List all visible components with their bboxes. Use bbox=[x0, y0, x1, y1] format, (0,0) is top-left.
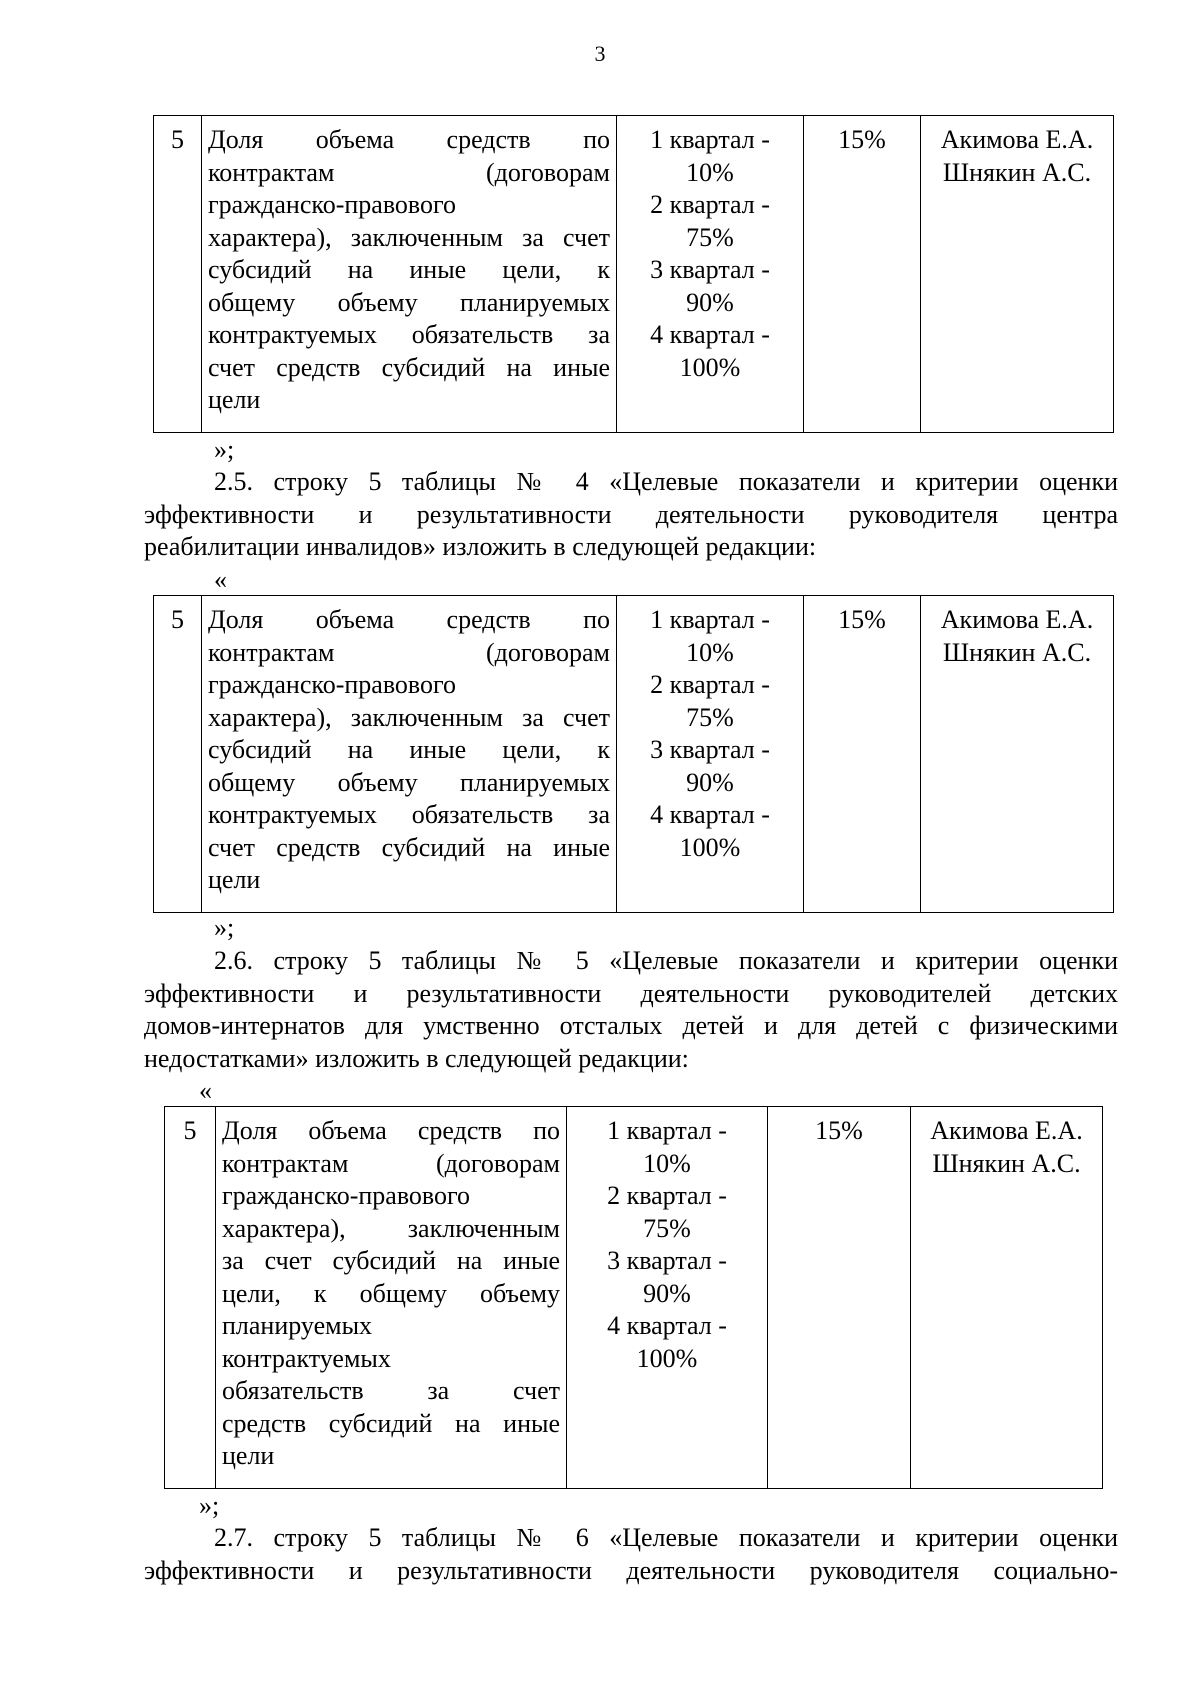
indicator-description: Доля объема средств по контрактам (договорам гражданско-правового характера), заключенным за счет субсидий на иные цели, к общему объему планируемых контрактуемых обязательств за счет средств субсидий на иные цели bbox=[216, 1107, 567, 1489]
open-quote: « bbox=[214, 565, 227, 594]
responsible-persons: Акимова Е.А. Шнякин А.С. bbox=[911, 1107, 1103, 1489]
table-row bbox=[165, 1107, 1103, 1489]
table-row bbox=[154, 596, 1114, 913]
quarter-targets: 1 квартал - 10% 2 квартал - 75% 3 квартал - 90% 4 квартал - 100% bbox=[617, 596, 804, 913]
responsible-persons: Акимова Е.А. Шнякин А.С. bbox=[921, 596, 1114, 913]
paragraph-2-5: 2.5. строку 5 таблицы № 4 «Целевые показатели и критерии оценки эффективности и результативности деятельности руководителя центра реабилитации инвалидов» изложить в следующей редакции: bbox=[144, 467, 1118, 561]
paragraph-2-7: 2.7. строку 5 таблицы № 6 «Целевые показатели и критерии оценки эффективности и результативности деятельности руководителя социально- bbox=[144, 1523, 1118, 1585]
paragraph-2-6: 2.6. строку 5 таблицы № 5 «Целевые показатели и критерии оценки эффективности и результативности деятельности руководителей детских домов-интернатов для умственно отсталых детей и для детей с физическими недостатками» изложить в следующей редакции: bbox=[144, 946, 1118, 1073]
indicator-table-1 bbox=[153, 115, 1114, 433]
page-number: 3 bbox=[594, 41, 606, 66]
close-quote: »; bbox=[199, 1491, 220, 1520]
responsible-persons: Акимова Е.А. Шнякин А.С. bbox=[921, 116, 1114, 433]
weight-value: 15% bbox=[804, 596, 921, 913]
weight-value: 15% bbox=[768, 1107, 911, 1489]
row-number: 5 bbox=[154, 596, 202, 913]
row-number: 5 bbox=[154, 116, 202, 433]
quarter-targets: 1 квартал - 10% 2 квартал - 75% 3 квартал - 90% 4 квартал - 100% bbox=[567, 1107, 768, 1489]
indicator-description: Доля объема средств по контрактам (договорам гражданско-правового характера), заключенным за счет субсидий на иные цели, к общему объему планируемых контрактуемых обязательств за счет средств субсидий на иные цели bbox=[202, 116, 617, 433]
row-number: 5 bbox=[165, 1107, 216, 1489]
quarter-targets: 1 квартал - 10% 2 квартал - 75% 3 квартал - 90% 4 квартал - 100% bbox=[617, 116, 804, 433]
indicator-description: Доля объема средств по контрактам (договорам гражданско-правового характера), заключенным за счет субсидий на иные цели, к общему объему планируемых контрактуемых обязательств за счет средств субсидий на иные цели bbox=[202, 596, 617, 913]
indicator-table-3 bbox=[164, 1106, 1103, 1489]
weight-value: 15% bbox=[804, 116, 921, 433]
indicator-table-2 bbox=[153, 595, 1114, 913]
close-quote: »; bbox=[214, 435, 235, 464]
open-quote: « bbox=[199, 1076, 212, 1105]
close-quote: »; bbox=[214, 913, 235, 942]
table-row bbox=[154, 116, 1114, 433]
